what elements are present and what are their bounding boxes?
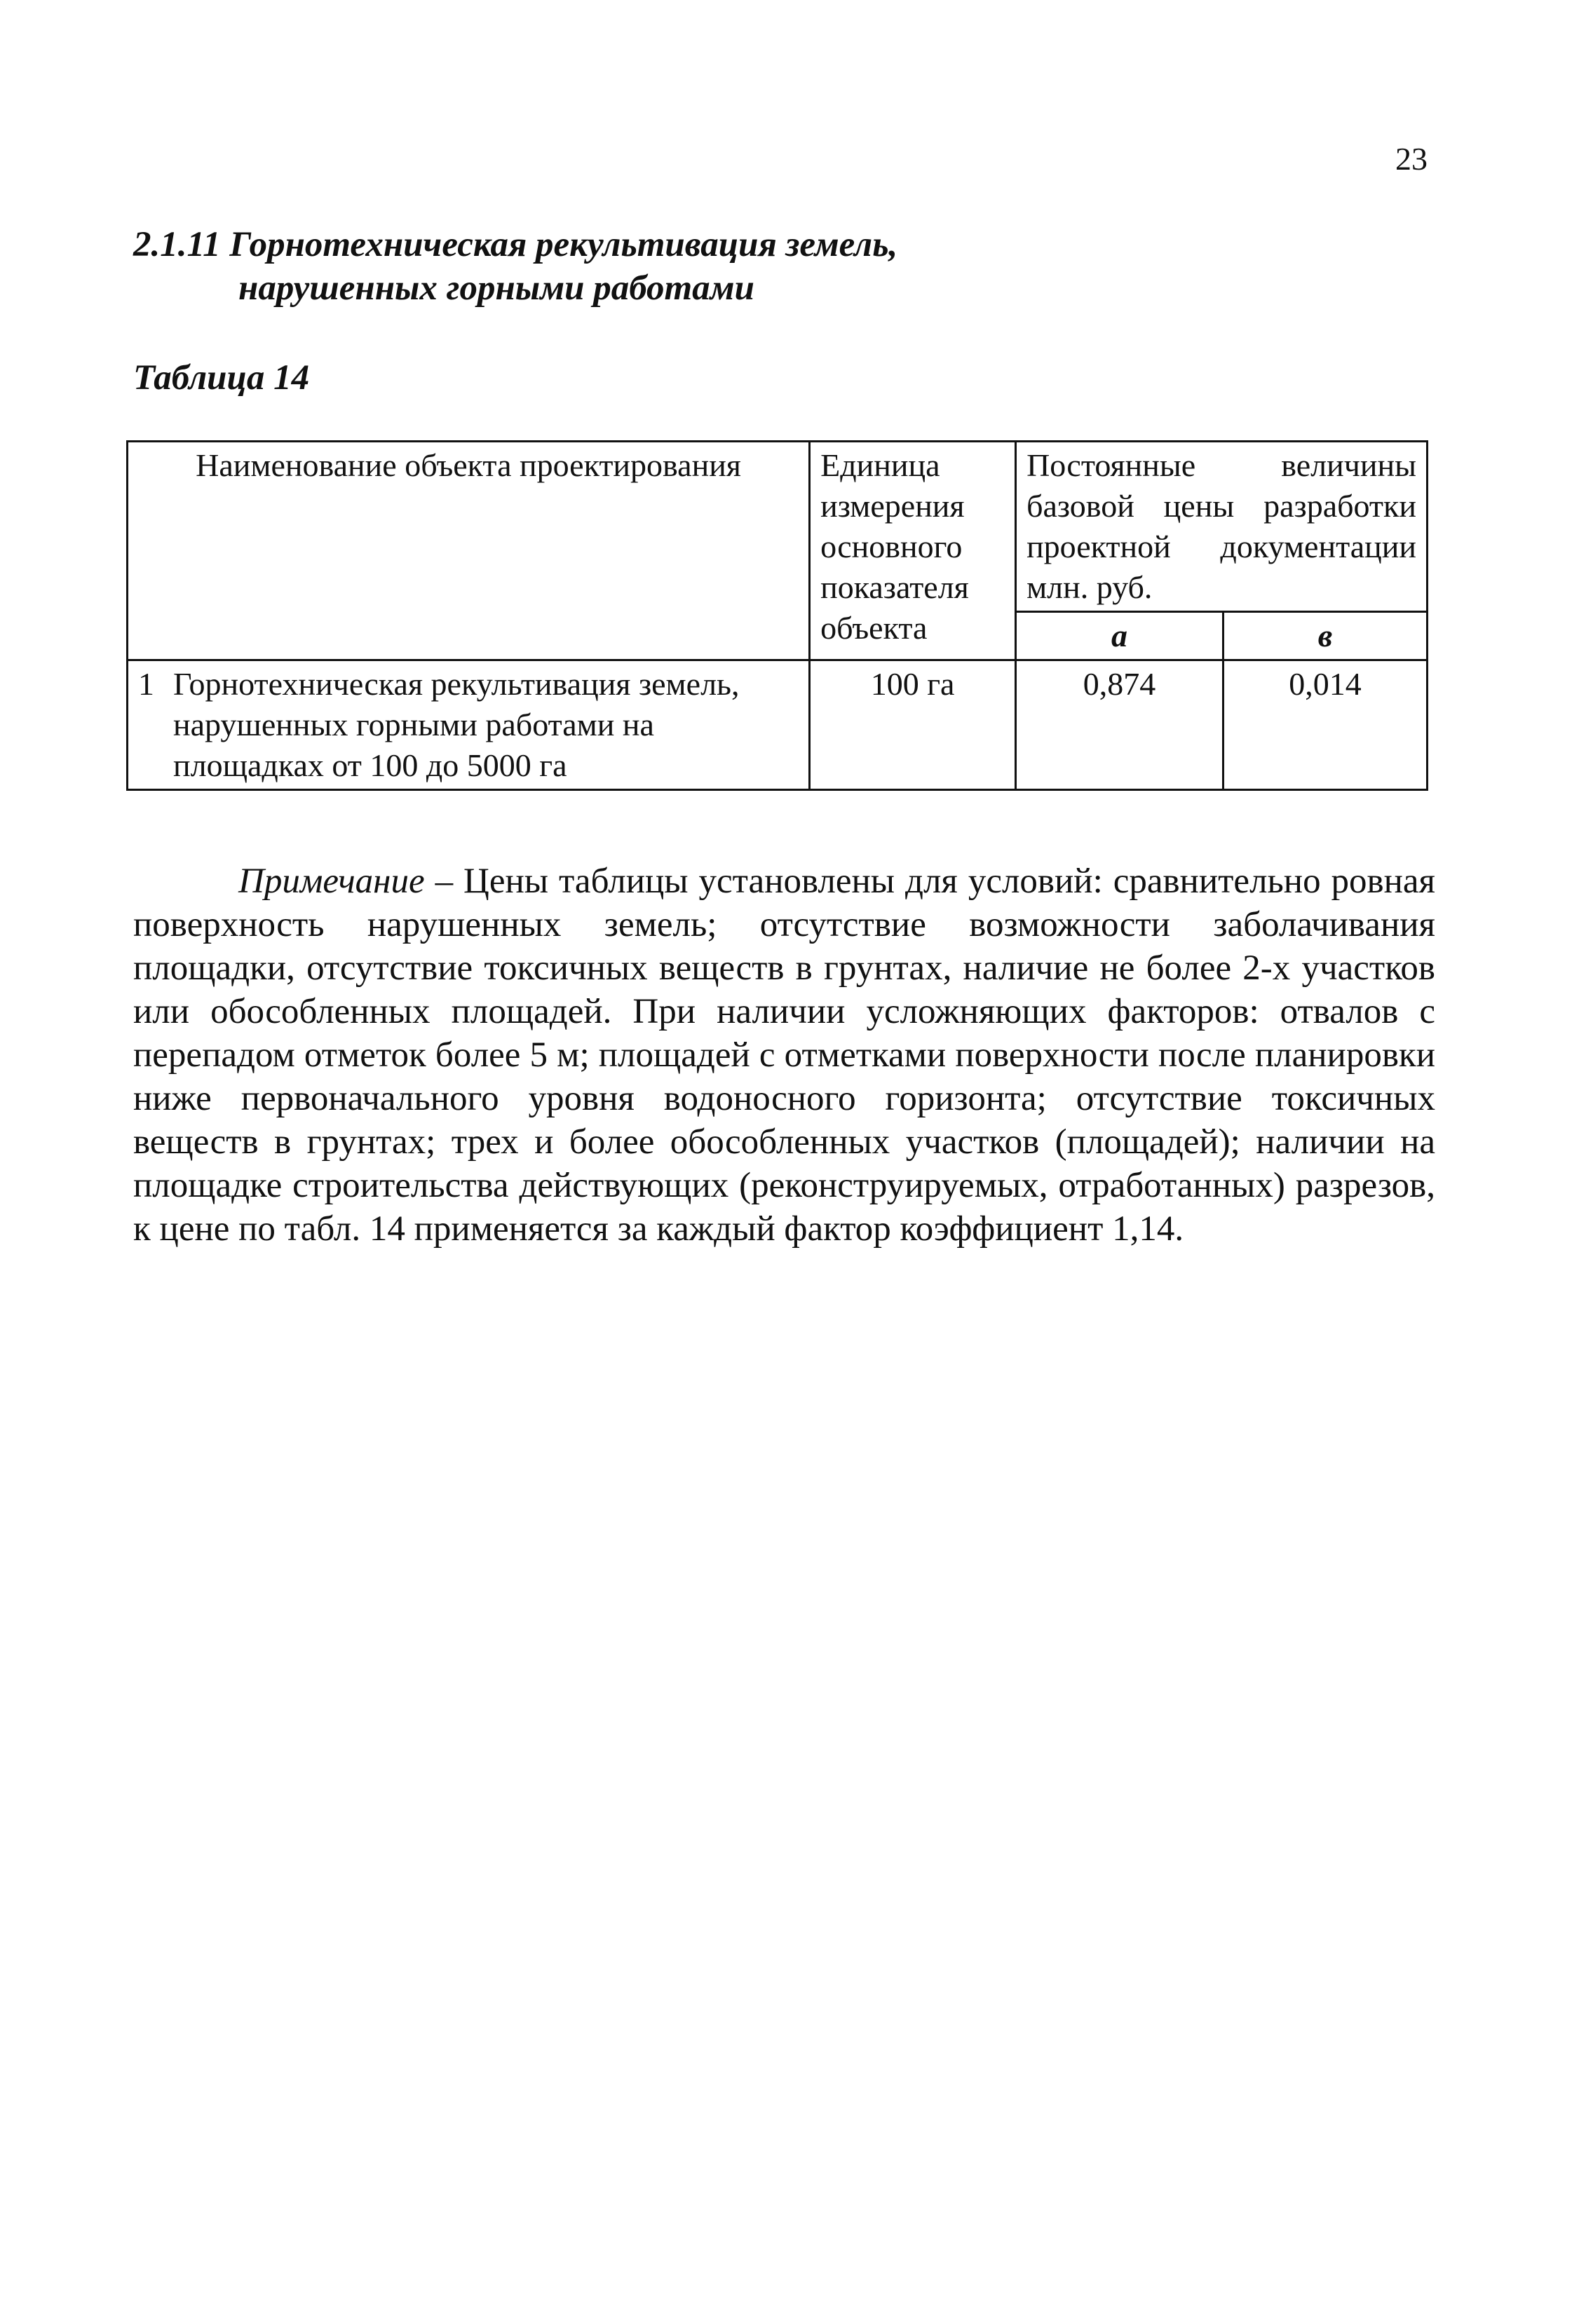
section-heading xyxy=(133,223,897,310)
note-paragraph xyxy=(133,859,1435,1251)
note-label: Примечание – xyxy=(238,862,454,901)
header-unit: Единица измерения основного показателя объекта xyxy=(810,442,1016,660)
row-name-cell xyxy=(128,660,810,790)
row-number: 1 xyxy=(138,666,154,702)
section-heading-line2: нарушенных горными работами xyxy=(238,269,754,308)
table-header-row xyxy=(128,442,1428,612)
header-b: в xyxy=(1224,612,1428,660)
section-heading-line1: 2.1.11 Горнотехническая рекультивация земель, xyxy=(133,225,898,264)
row-b-value: 0,014 xyxy=(1224,660,1428,790)
table-row xyxy=(128,660,1428,790)
row-a-value: 0,874 xyxy=(1016,660,1224,790)
note-text: Цены таблицы установлены для условий: сравнительно ровная поверхность нарушенных земель; отсутствие возможности заболачивания площадки, отсутствие токсичных веществ в грунтах, наличие не более 2-х участков или обособленных площадей. При наличии усложняющих факторов: отвалов с перепадом отметок более 5 м; площадей с отметками поверхности после планировки ниже первоначального уровня водоносного горизонта; отсутствие токсичных веществ в грунтах; трех и более обособленных участков (площадей); наличии на площадке строительства действующих (реконструируемых, отработанных) разрезов, к цене по табл. 14 применяется за каждый фактор коэффициент 1,14. xyxy=(133,862,1435,1249)
header-object-name: Наименование объекта проектирования xyxy=(128,442,810,660)
row-object-name: Горнотехническая рекультивация земель, нарушенных горными работами на площадках от 100 до 5000 га xyxy=(173,666,740,783)
table-caption: Таблица 14 xyxy=(133,358,310,397)
price-table xyxy=(126,440,1428,791)
header-constants: Постоянные величины базовой цены разработки проектной документации млн. руб. xyxy=(1016,442,1428,612)
row-unit: 100 га xyxy=(810,660,1016,790)
header-a: а xyxy=(1016,612,1224,660)
page-number: 23 xyxy=(1395,141,1428,177)
